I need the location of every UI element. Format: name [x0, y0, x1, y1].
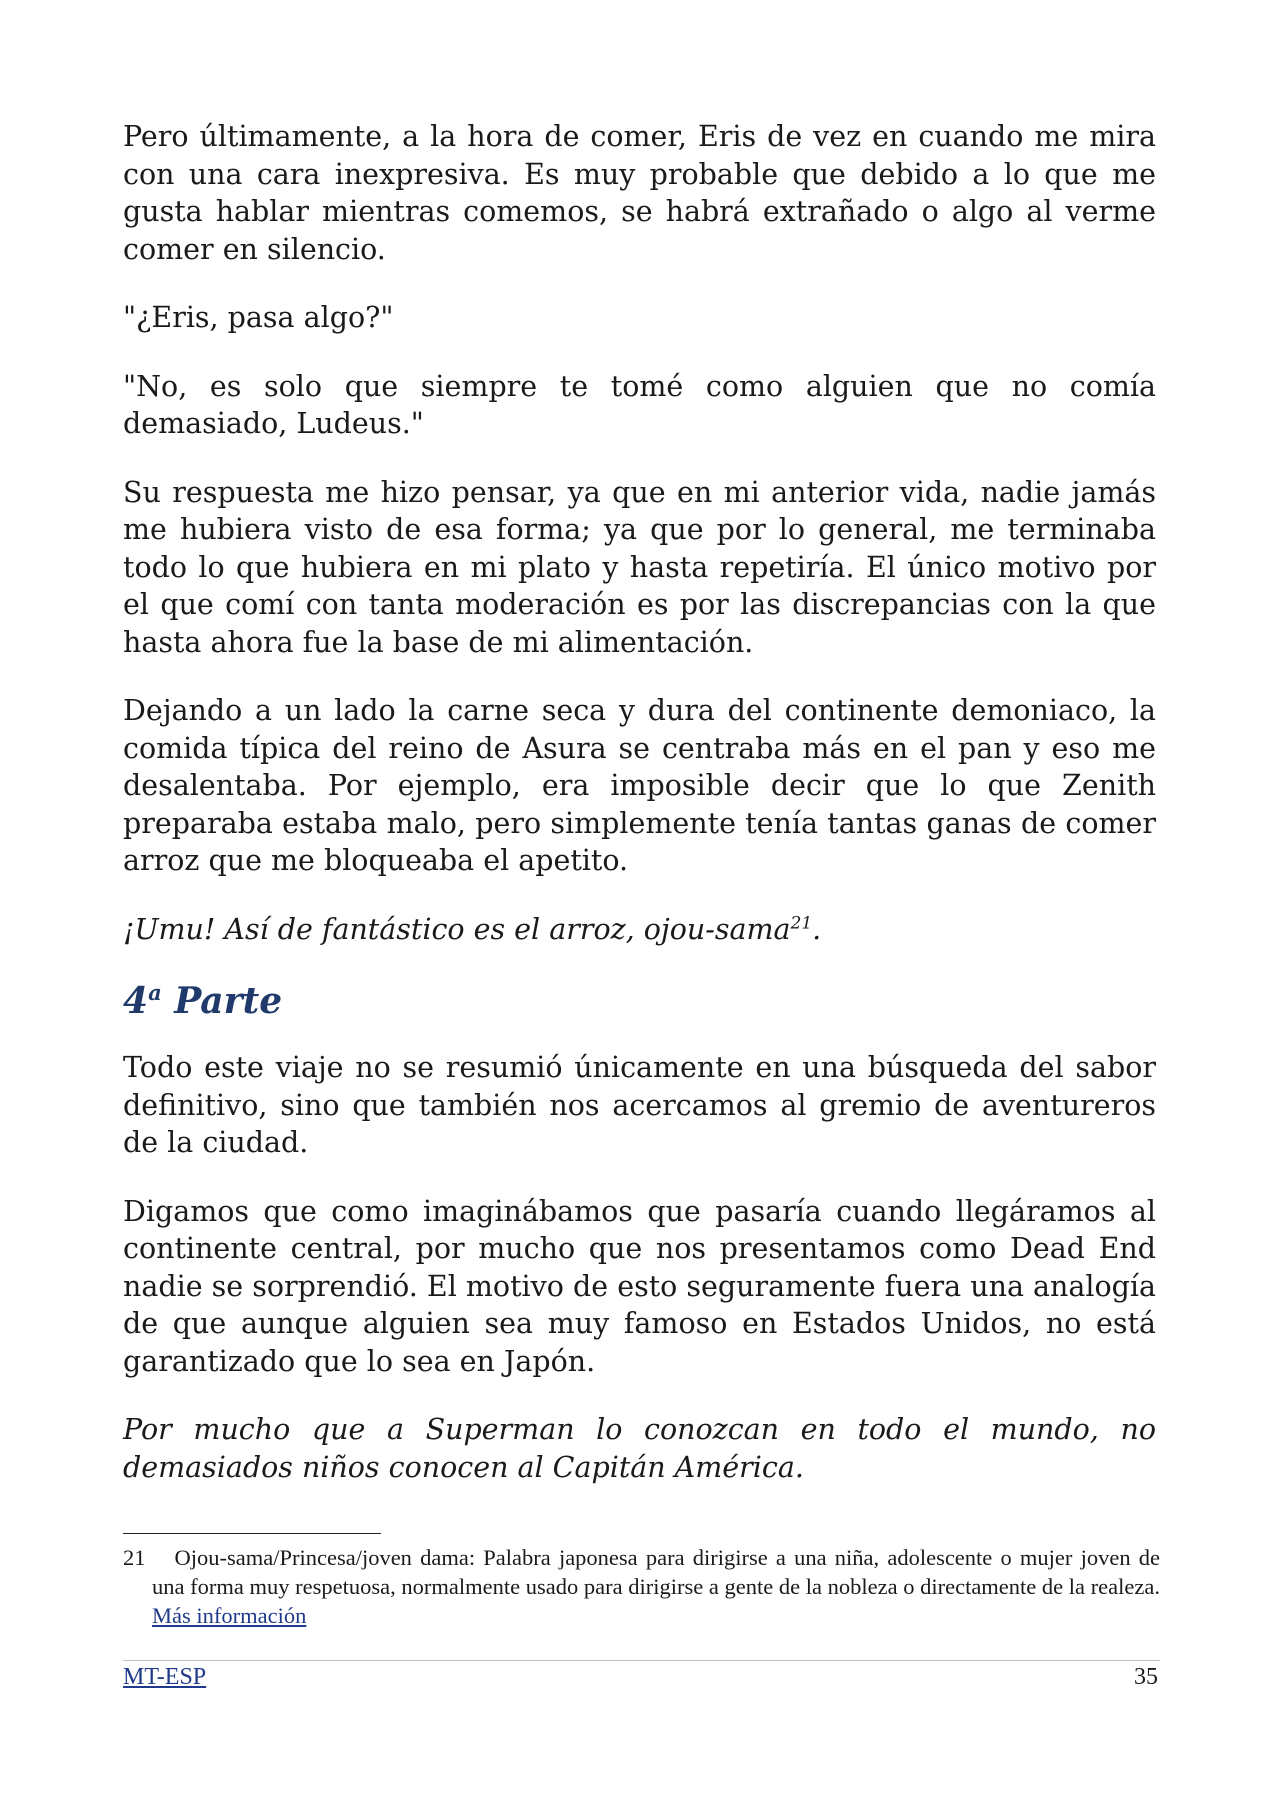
dialogue-line: "¿Eris, pasa algo?" [123, 301, 394, 334]
italic-aside [123, 911, 1156, 949]
footnote [123, 1543, 1160, 1630]
paragraph: Su respuesta me hizo pensar, ya que en mi anterior vida, nadie jamás me hubiera visto de esa forma; ya que por lo general, me terminaba todo lo que hubiera en mi plato y hasta repetiría. El único motivo por el que comí con tanta moderación es por las discrepancias con la que hasta ahora fue la base de mi alimentación. [123, 475, 1156, 659]
paragraph: Dejando a un lado la carne seca y dura del continente demoniaco, la comida típica del reino de Asura se centraba más en el pan y eso me desalentaba. Por ejemplo, era imposible decir que lo que Zenith preparaba estaba malo, pero simplemente tenía tantas ganas de comer arroz que me bloqueaba el apetito. [123, 694, 1156, 877]
section-ordinal: a [148, 980, 162, 1005]
italic-aside-text: ¡Umu! Así de fantástico es el arroz, ojou-sama [123, 912, 791, 946]
page-number: 35 [1134, 1664, 1158, 1690]
footer-source-link[interactable]: MT-ESP [123, 1664, 207, 1690]
italic-aside-tail: . [812, 912, 822, 946]
footnote-text: Ojou-sama/Princesa/joven dama: Palabra japonesa para dirigirse a una niña, adolescente o mujer joven de una forma muy respetuosa, normalmente usado para dirigirse a gente de la nobleza o directamente de la realeza. [152, 1545, 1160, 1599]
paragraph: Todo este viaje no se resumió únicamente en una búsqueda del sabor definitivo, sino que también nos acercamos al gremio de aventureros de la ciudad. [123, 1051, 1156, 1159]
dialogue-line: "No, es solo que siempre te tomé como alguien que no comía demasiado, Ludeus." [123, 369, 1156, 440]
section-number: 4 [123, 980, 149, 1022]
paragraph: Digamos que como imaginábamos que pasaría cuando llegáramos al continente central, por mucho que nos presentamos como Dead End nadie se sorprendió. El motivo de esto seguramente fuera una analogía de que aunque alguien sea muy famoso en Estados Unidos, no está garantizado que lo sea en Japón. [123, 1194, 1156, 1378]
footnote-body [123, 1543, 1160, 1630]
footnote-number: 21 [123, 1545, 146, 1570]
page-body [123, 118, 1156, 1517]
section-title: Parte [161, 980, 283, 1022]
footer-separator [123, 1660, 1160, 1661]
more-info-link[interactable]: Más información [152, 1603, 307, 1628]
paragraph: Pero últimamente, a la hora de comer, Eris de vez en cuando me mira con una cara inexpresiva. Es muy probable que debido a lo que me gusta hablar mientras comemos, se habrá extrañado o algo al verme comer en silencio. [123, 120, 1156, 266]
footnote-separator [123, 1533, 381, 1534]
section-heading [123, 979, 1156, 1023]
closing-italic-paragraph: Por mucho que a Superman lo conozcan en todo el mundo, no demasiados niños conocen al Capitán América. [123, 1413, 1156, 1484]
footnote-reference[interactable]: 21 [790, 913, 813, 933]
